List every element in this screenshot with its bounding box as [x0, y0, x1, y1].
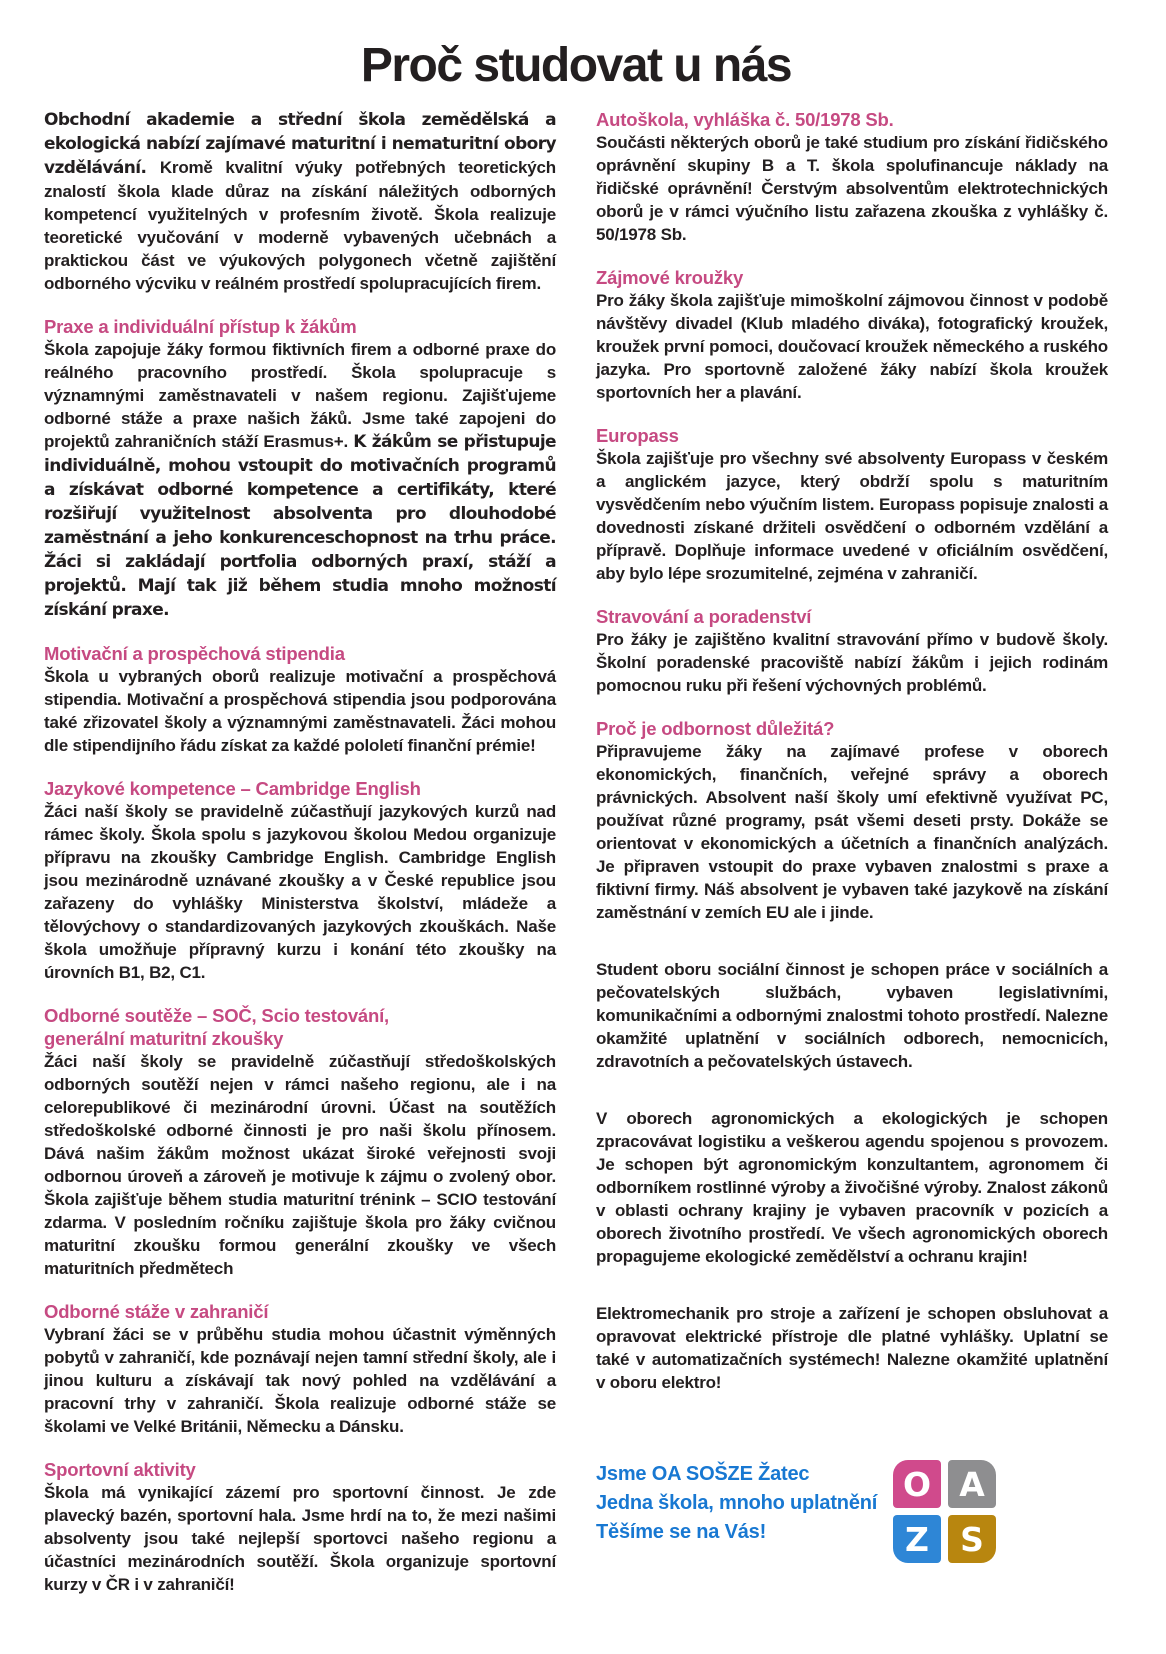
section-sportovni-aktivity: [44, 1458, 556, 1596]
school-logo: [893, 1460, 996, 1563]
section-zajmove-krouzky: [596, 266, 1108, 404]
page-title: Proč studovat u nás: [360, 39, 792, 92]
section-heading: Motivační a prospěchová stipendia: [44, 643, 345, 664]
logo-tile-o: O: [893, 1460, 941, 1508]
logo-tile-s: S: [948, 1515, 996, 1563]
section-body: Připravujeme žáky na zajímavé profese v oborech ekonomických, finančních, veřejné správy a oborech právnických. Absolvent naší školy umí efektivně využívat PC, používat různé programy, psát všemi deseti prsty. Dokáže se orientovat v ekonomických a účetních a finančních analýzách. Je připraven vstoupit do praxe vybaven znalostmi s praxe a fiktivní firmy. Náš absolvent je vybaven také jazykově na získání zaměstnání v zemích EU ale i jinde.: [596, 742, 1108, 922]
heading-line-2: generální maturitní zkoušky: [44, 1028, 284, 1049]
section-heading: Sportovní aktivity: [44, 1459, 196, 1480]
section-heading: Europass: [596, 425, 679, 446]
section-heading: Autoškola, vyhláška č. 50/1978 Sb.: [596, 109, 894, 130]
section-body: Žáci naší školy se pravidelně zúčastňují středoškolských odborných soutěží nejen v rámci našeho regionu, ale i na celorepublikové či mezinárodní úrovni. Účast na soutěžích středoškolské odborné činnosti je pro naši školu přínosem. Dává našim žákům možnost ukázat široké veřejnosti svoji odbornou úroveň a zároveň je motivuje k zájmu o zvolený obor. Škola zajišťuje během studia maturitní trénink – SCIO testování zdarma. V posledním ročníku zajištuje škola pro žáky cvičnou maturitní zkoušku formou generální zkoušky ve všech maturitních předmětech: [44, 1052, 556, 1278]
intro-paragraph: [44, 108, 556, 295]
logo-tile-a: A: [948, 1460, 996, 1508]
section-body: Žáci naší školy se pravidelně zúčastňují jazykových kurzů nad rámec školy. Škola spolu s jazykovou školou Medou organizuje přípravu na zkoušky Cambridge English. Cambridge English jsou mezinárodně uznávané zkoušky a v České republice jsou zařazeny do vyhlášky Ministerstva školství, mládeže a tělovýchovy o standardizovaných jazykových zkouškách. Naše škola umožňuje přípravný kurzu i konání této zkoušky na úrovních B1, B2, C1.: [44, 802, 556, 982]
section-stravovani-poradenstvi: [596, 605, 1108, 697]
section-body: Škola má vynikající zázemí pro sportovní činnost. Je zde plavecký bazén, sportovní hala. Jsme hrdí na to, že mezi našimi absolventy jsou také nejlepší sportovci našeho regionu a účastníci mezinárodních soutěží. Škola organizuje sportovní kurzy v ČR i v zahraničí!: [44, 1483, 556, 1594]
section-heading: Stravování a poradenství: [596, 606, 812, 627]
intro-lead: Obchodní akademie a střední škola zemědělská a ekologická nabízí zajímavé maturitní i nematuritní obory vzdělávání.: [44, 110, 556, 178]
section-body-normal: Škola zapojuje žáky formou fiktivních firem a odborné praxe do reálného pracovního prostředí. Škola spolupracuje s významnými zaměstnavateli v našem regionu. Zajišťujeme odborné stáže a praxe našich žáků. Jsme také zapojeni do projektů zahraničních stáží Erasmus+.: [44, 340, 556, 451]
section-body: Škola u vybraných oborů realizuje motivační a prospěchová stipendia. Motivační a prospěchová stipendia jsou podporována také zřizovatel školy a významnými zaměstnavateli. Žáci mohou dle stipendijního řádu získat za každé pololetí finanční prémie!: [44, 667, 556, 755]
section-europass: [596, 424, 1108, 585]
section-proc-odbornost: [596, 717, 1108, 924]
footer-slogan: [596, 1460, 877, 1547]
footer-line-1: Jsme OA SOŠZE Žatec: [596, 1463, 810, 1485]
left-column: [44, 108, 556, 1596]
heading-line-1: Odborné soutěže – SOČ, Scio testování,: [44, 1005, 390, 1026]
right-column: [596, 108, 1108, 1563]
footer-block: [596, 1460, 1108, 1563]
section-heading: Zájmové kroužky: [596, 267, 744, 288]
logo-tile-z: Z: [893, 1515, 941, 1563]
footer-line-2: Jedna škola, mnoho uplatnění: [596, 1492, 878, 1514]
paragraph-agronomicke-obory: V oborech agronomických a ekologických je schopen zpracovávat logistiku a veškerou agendu spojenou s provozem. Je schopen být agronomickým konzultantem, agronomem či odborníkem rostlinné výroby a živočišné výroby. Znalost zákonů v oblasti ochrany krajiny je vybaven pracovník v pozicích a oborech životního prostředí. Ve všech agronomických oborech propagujeme ekologické zemědělství a ochranu krajin!: [596, 1109, 1108, 1266]
section-odborne-staze: [44, 1300, 556, 1438]
section-body: Pro žáky škola zajišťuje mimoškolní zájmovou činnost v podobě návštěvy divadel (Klub mladého diváka), fotografický kroužek, kroužek první pomoci, doučovací kroužek německého a ruského jazyka. Pro sportovně založené žáky nabízí škola kroužek sportovních her a plavání.: [596, 291, 1108, 402]
section-body: [44, 338, 556, 622]
section-body-bold: K žákům se přistupuje individuálně, mohou vstoupit do motivačních programů a získávat odborné kompetence a certifikáty, které rozšiřují využitelnost absolventa pro dlouhodobé zaměstnání a jeho konkurenceschopnost na trhu práce. Žáci si zakládají portfolia odborných praxí, stáží a projektů. Mají tak již během studia mnoho možností získání praxe.: [44, 432, 556, 620]
section-stipendia: [44, 642, 556, 757]
section-body: Vybraní žáci se v průběhu studia mohou účastnit výměnných pobytů v zahraničí, kde poznávají nejen tamní střední školy, ale i jinou kulturu a získávají tak nový pohled na vzdělávání a pracovní trhy v zahraničí. Škola realizuje odborné stáže se školami ve Velké Británii, Německu a Dánsku.: [44, 1325, 556, 1436]
section-praxe: [44, 315, 556, 622]
section-jazykove-kompetence: [44, 777, 556, 984]
paragraph-socialni-cinnost: Student oboru sociální činnost je schopen práce v sociálních a pečovatelských službách, vybaven legislativními, komunikačními a odbornými znalostmi tohoto prostředí. Nalezne okamžité uplatnění v sociálních odborech, nemocnicích, zdravotních a pečovatelských ústavech.: [596, 960, 1108, 1071]
section-heading: [44, 1004, 556, 1050]
section-heading: Proč je odbornost důležitá?: [596, 718, 835, 739]
section-heading: Praxe a individuální přístup k žákům: [44, 316, 357, 337]
section-autoskola: [596, 108, 1108, 246]
section-odborne-souteze: [44, 1004, 556, 1280]
section-body: Součásti některých oborů je také studium pro získání řidičského oprávnění skupiny B a T. škola spolufinancuje náklady na řidičské oprávnění! Čerstvým absolventům elektrotechnických oborů je v rámci výučního listu zařazena zkouška z vyhlášky č. 50/1978 Sb.: [596, 133, 1108, 244]
footer-line-3: Těšíme se na Vás!: [596, 1521, 767, 1543]
section-body: Pro žáky je zajištěno kvalitní stravování přímo v budově školy. Školní poradenské pracoviště nabízí žákům i jejich rodinám pomocnou ruku při řešení výchovných problémů.: [596, 630, 1108, 695]
section-heading: Odborné stáže v zahraničí: [44, 1301, 269, 1322]
intro-rest: Kromě kvalitní výuky potřebných teoretických znalostí škola klade důraz na získání náležitých odborných kompetencí využitelných v profesním životě. Škola realizuje teoretické vyučování v moderně vybavených učebnách a praktickou část ve výukových polygonech včetně zajištění odborného výcviku v reálném prostředí spolupracujících firem.: [44, 158, 556, 293]
paragraph-elektromechanik: Elektromechanik pro stroje a zařízení je schopen obsluhovat a opravovat elektrické přístroje dle platné vyhlášky. Uplatní se také v automatizačních systémech! Nalezne okamžité uplatnění v oboru elektro!: [596, 1304, 1108, 1392]
section-body: Škola zajišťuje pro všechny své absolventy Europass v českém a anglickém jazyce, který obdrží spolu s maturitním vysvědčením nebo výučním listem. Europass popisuje znalosti a dovednosti získané držiteli osvědčení o odborném vzdělání a přípravě. Doplňuje informace uvedené v oficiálním osvědčení, aby bylo lépe srozumitelné, zejména v zahraničí.: [596, 449, 1108, 583]
section-heading: Jazykové kompetence – Cambridge English: [44, 778, 421, 799]
two-column-layout: [44, 108, 1108, 1596]
